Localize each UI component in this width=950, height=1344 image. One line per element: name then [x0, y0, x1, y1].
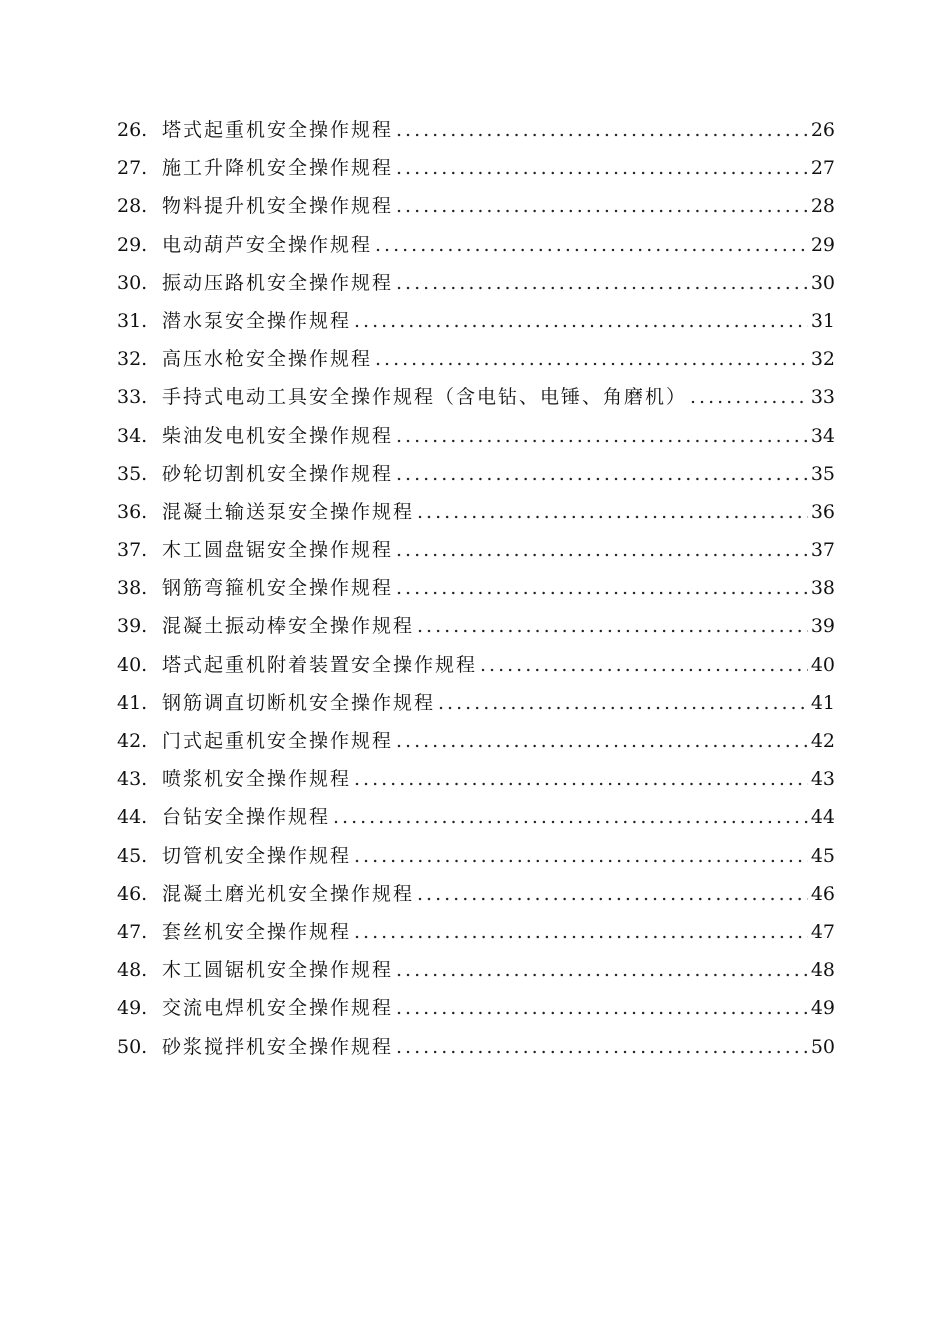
toc-dot-leader — [396, 417, 808, 455]
toc-entry[interactable] — [117, 378, 835, 416]
toc-dot-leader — [396, 989, 808, 1027]
toc-entry[interactable] — [117, 951, 835, 989]
toc-dot-leader — [438, 684, 808, 722]
toc-entry-title: 钢筋调直切断机安全操作规程 — [162, 691, 436, 714]
toc-entry-number: 47. — [117, 920, 148, 943]
toc-entry-number: 49. — [117, 997, 148, 1020]
toc-dot-leader — [396, 1028, 808, 1066]
toc-entry-title: 切管机安全操作规程 — [162, 844, 352, 867]
toc-entry-number: 45. — [117, 844, 148, 867]
toc-entry-number: 40. — [117, 653, 148, 676]
toc-entry-number: 39. — [117, 615, 148, 638]
toc-entry[interactable] — [117, 837, 835, 875]
toc-dot-leader — [354, 302, 808, 340]
toc-entry-number: 36. — [117, 500, 148, 523]
toc-entry-number: 29. — [117, 233, 148, 256]
toc-entry-page-number: 36 — [810, 500, 835, 523]
toc-dot-leader — [396, 951, 808, 989]
toc-dot-leader — [396, 569, 808, 607]
toc-dot-leader — [417, 607, 808, 645]
toc-entry-number: 50. — [117, 1035, 148, 1058]
toc-entry-title: 施工升降机安全操作规程 — [162, 157, 394, 180]
toc-dot-leader — [396, 455, 808, 493]
toc-entry-page-number: 47 — [810, 920, 835, 943]
toc-entry-page-number: 39 — [810, 615, 835, 638]
toc-entry-page-number: 26 — [810, 119, 835, 141]
toc-entry-number: 27. — [117, 157, 148, 180]
toc-entry[interactable] — [117, 111, 835, 149]
toc-entry-title: 木工圆盘锯安全操作规程 — [162, 539, 394, 562]
toc-entry-page-number: 44 — [810, 806, 835, 829]
toc-entry[interactable] — [117, 226, 835, 264]
toc-entry-number: 43. — [117, 768, 148, 791]
toc-dot-leader — [333, 798, 808, 836]
toc-entry[interactable] — [117, 569, 835, 607]
toc-dot-leader — [417, 875, 808, 913]
toc-entry-page-number: 50 — [810, 1035, 835, 1058]
toc-entry[interactable] — [117, 302, 835, 340]
toc-entry-page-number: 28 — [810, 195, 835, 218]
toc-entry-page-number: 42 — [810, 730, 835, 752]
toc-entry-page-number: 45 — [810, 844, 835, 867]
toc-entry-number: 41. — [117, 691, 148, 714]
toc-dot-leader — [354, 760, 808, 798]
toc-dot-leader — [396, 149, 808, 187]
toc-entry-title: 钢筋弯箍机安全操作规程 — [162, 577, 394, 600]
toc-dot-leader — [396, 187, 808, 225]
toc-entry[interactable] — [117, 913, 835, 951]
toc-entry-number: 35. — [117, 462, 148, 485]
toc-dot-leader — [396, 531, 808, 569]
toc-entry[interactable] — [117, 455, 835, 493]
toc-entry-number: 42. — [117, 730, 148, 752]
toc-entry-title: 塔式起重机附着装置安全操作规程 — [162, 653, 478, 676]
toc-dot-leader — [396, 722, 808, 760]
toc-entry-title: 砂轮切割机安全操作规程 — [162, 462, 394, 485]
toc-entry-title: 电动葫芦安全操作规程 — [162, 233, 373, 256]
toc-entry-title: 交流电焊机安全操作规程 — [162, 997, 394, 1020]
toc-entry-number: 34. — [117, 424, 148, 447]
toc-dot-leader — [354, 837, 808, 875]
toc-dot-leader — [417, 493, 808, 531]
toc-entry-page-number: 30 — [810, 271, 835, 294]
toc-dot-leader — [375, 226, 808, 264]
toc-entry-page-number: 43 — [810, 768, 835, 791]
toc-entry[interactable] — [117, 875, 835, 913]
toc-entry-page-number: 49 — [810, 997, 835, 1020]
toc-entry[interactable] — [117, 646, 835, 684]
toc-dot-leader — [396, 111, 808, 149]
toc-entry-title: 潜水泵安全操作规程 — [162, 309, 352, 332]
toc-entry-number: 44. — [117, 806, 148, 829]
toc-entry-number: 26. — [117, 119, 148, 141]
toc-entry-title: 手持式电动工具安全操作规程（含电钻、电锤、角磨机） — [162, 386, 688, 409]
table-of-contents — [117, 111, 835, 1066]
toc-entry-title: 混凝土振动棒安全操作规程 — [162, 615, 415, 638]
toc-dot-leader — [375, 340, 808, 378]
toc-entry-title: 套丝机安全操作规程 — [162, 920, 352, 943]
toc-entry[interactable] — [117, 531, 835, 569]
toc-entry-page-number: 38 — [810, 577, 835, 600]
toc-entry-title: 喷浆机安全操作规程 — [162, 768, 352, 791]
toc-entry-page-number: 46 — [810, 882, 835, 905]
toc-entry-page-number: 32 — [810, 348, 835, 371]
toc-dot-leader — [690, 378, 808, 416]
toc-entry[interactable] — [117, 1028, 835, 1066]
toc-entry-page-number: 48 — [810, 959, 835, 982]
toc-entry-page-number: 33 — [810, 386, 835, 409]
toc-entry[interactable] — [117, 798, 835, 836]
toc-entry[interactable] — [117, 340, 835, 378]
toc-entry-page-number: 35 — [810, 462, 835, 485]
toc-entry-page-number: 27 — [810, 157, 835, 180]
toc-entry-page-number: 29 — [810, 233, 835, 256]
toc-entry[interactable] — [117, 187, 835, 225]
toc-entry-page-number: 34 — [810, 424, 835, 447]
toc-dot-leader — [354, 913, 808, 951]
toc-entry-number: 38. — [117, 577, 148, 600]
toc-entry-number: 37. — [117, 539, 148, 562]
toc-entry[interactable] — [117, 722, 835, 760]
toc-entry-number: 32. — [117, 348, 148, 371]
toc-entry[interactable] — [117, 493, 835, 531]
toc-entry-title: 台钻安全操作规程 — [162, 806, 331, 829]
toc-entry-number: 28. — [117, 195, 148, 218]
toc-entry[interactable] — [117, 760, 835, 798]
toc-entry-page-number: 37 — [810, 539, 835, 562]
toc-entry-page-number: 31 — [810, 309, 835, 332]
toc-entry-number: 30. — [117, 271, 148, 294]
toc-dot-leader — [480, 646, 808, 684]
toc-entry-title: 物料提升机安全操作规程 — [162, 195, 394, 218]
toc-entry-title: 混凝土磨光机安全操作规程 — [162, 882, 415, 905]
toc-entry-title: 柴油发电机安全操作规程 — [162, 424, 394, 447]
toc-entry-title: 门式起重机安全操作规程 — [162, 730, 394, 752]
toc-entry-title: 木工圆锯机安全操作规程 — [162, 959, 394, 982]
toc-entry-page-number: 40 — [810, 653, 835, 676]
toc-entry[interactable] — [117, 149, 835, 187]
toc-entry[interactable] — [117, 264, 835, 302]
toc-entry-number: 46. — [117, 882, 148, 905]
toc-entry-page-number: 41 — [810, 691, 835, 714]
toc-entry-title: 塔式起重机安全操作规程 — [162, 119, 394, 141]
toc-entry-number: 33. — [117, 386, 148, 409]
toc-entry[interactable] — [117, 684, 835, 722]
toc-entry-title: 高压水枪安全操作规程 — [162, 348, 373, 371]
toc-entry[interactable] — [117, 989, 835, 1027]
toc-entry[interactable] — [117, 417, 835, 455]
toc-entry-title: 砂浆搅拌机安全操作规程 — [162, 1035, 394, 1058]
toc-entry-title: 混凝土输送泵安全操作规程 — [162, 500, 415, 523]
toc-entry-title: 振动压路机安全操作规程 — [162, 271, 394, 294]
toc-entry[interactable] — [117, 607, 835, 645]
toc-entry-number: 31. — [117, 309, 148, 332]
toc-entry-number: 48. — [117, 959, 148, 982]
toc-dot-leader — [396, 264, 808, 302]
